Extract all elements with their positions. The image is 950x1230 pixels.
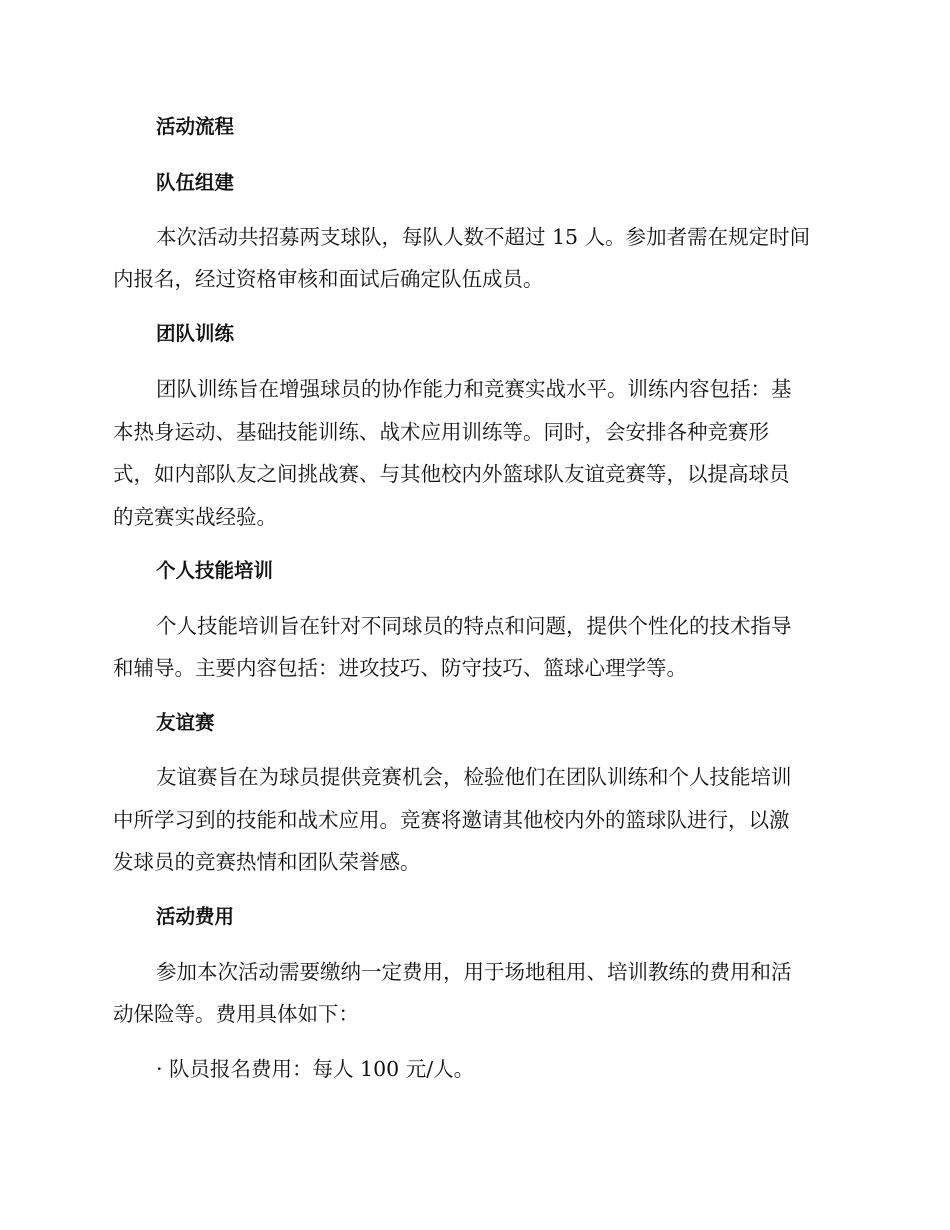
paragraph-line: 内报名，经过资格审核和面试后确定队伍成员。 bbox=[113, 267, 544, 291]
section-heading-team-training: 团队训练 bbox=[156, 322, 235, 345]
paragraph-line: 参加本次活动需要缴纳一定费用，用于场地租用、培训教练的费用和活 bbox=[156, 960, 792, 984]
paragraph-line: 的竞赛实战经验。 bbox=[113, 505, 277, 529]
section-heading-friendly-match: 友谊赛 bbox=[156, 711, 215, 734]
paragraph-line: 本次活动共招募两支球队，每队人数不超过 15 人。参加者需在规定时间 bbox=[156, 225, 811, 249]
paragraph-line: 动保险等。费用具体如下： bbox=[113, 1002, 359, 1026]
paragraph-line: 发球员的竞赛热情和团队荣誉感。 bbox=[113, 850, 421, 874]
fee-bullet-item: · 队员报名费用：每人 100 元/人。 bbox=[156, 1057, 475, 1081]
paragraph-line: 式，如内部队友之间挑战赛、与其他校内外篮球队友谊竞赛等，以提高球员 bbox=[113, 462, 790, 486]
document-title: 活动流程 bbox=[156, 115, 235, 138]
section-heading-individual-skills: 个人技能培训 bbox=[156, 559, 274, 582]
paragraph-line: 中所学习到的技能和战术应用。竞赛将邀请其他校内外的篮球队进行，以激 bbox=[113, 808, 790, 832]
paragraph-line: 友谊赛旨在为球员提供竞赛机会，检验他们在团队训练和个人技能培训 bbox=[156, 765, 792, 789]
paragraph-line: 个人技能培训旨在针对不同球员的特点和问题，提供个性化的技术指导 bbox=[156, 614, 792, 638]
paragraph-line: 本热身运动、基础技能训练、战术应用训练等。同时，会安排各种竞赛形 bbox=[113, 420, 769, 444]
section-heading-team-formation: 队伍组建 bbox=[156, 171, 235, 194]
paragraph-line: 和辅导。主要内容包括：进攻技巧、防守技巧、篮球心理学等。 bbox=[113, 656, 687, 680]
paragraph-line: 团队训练旨在增强球员的协作能力和竞赛实战水平。训练内容包括：基 bbox=[156, 377, 792, 401]
section-heading-activity-fees: 活动费用 bbox=[156, 905, 235, 928]
